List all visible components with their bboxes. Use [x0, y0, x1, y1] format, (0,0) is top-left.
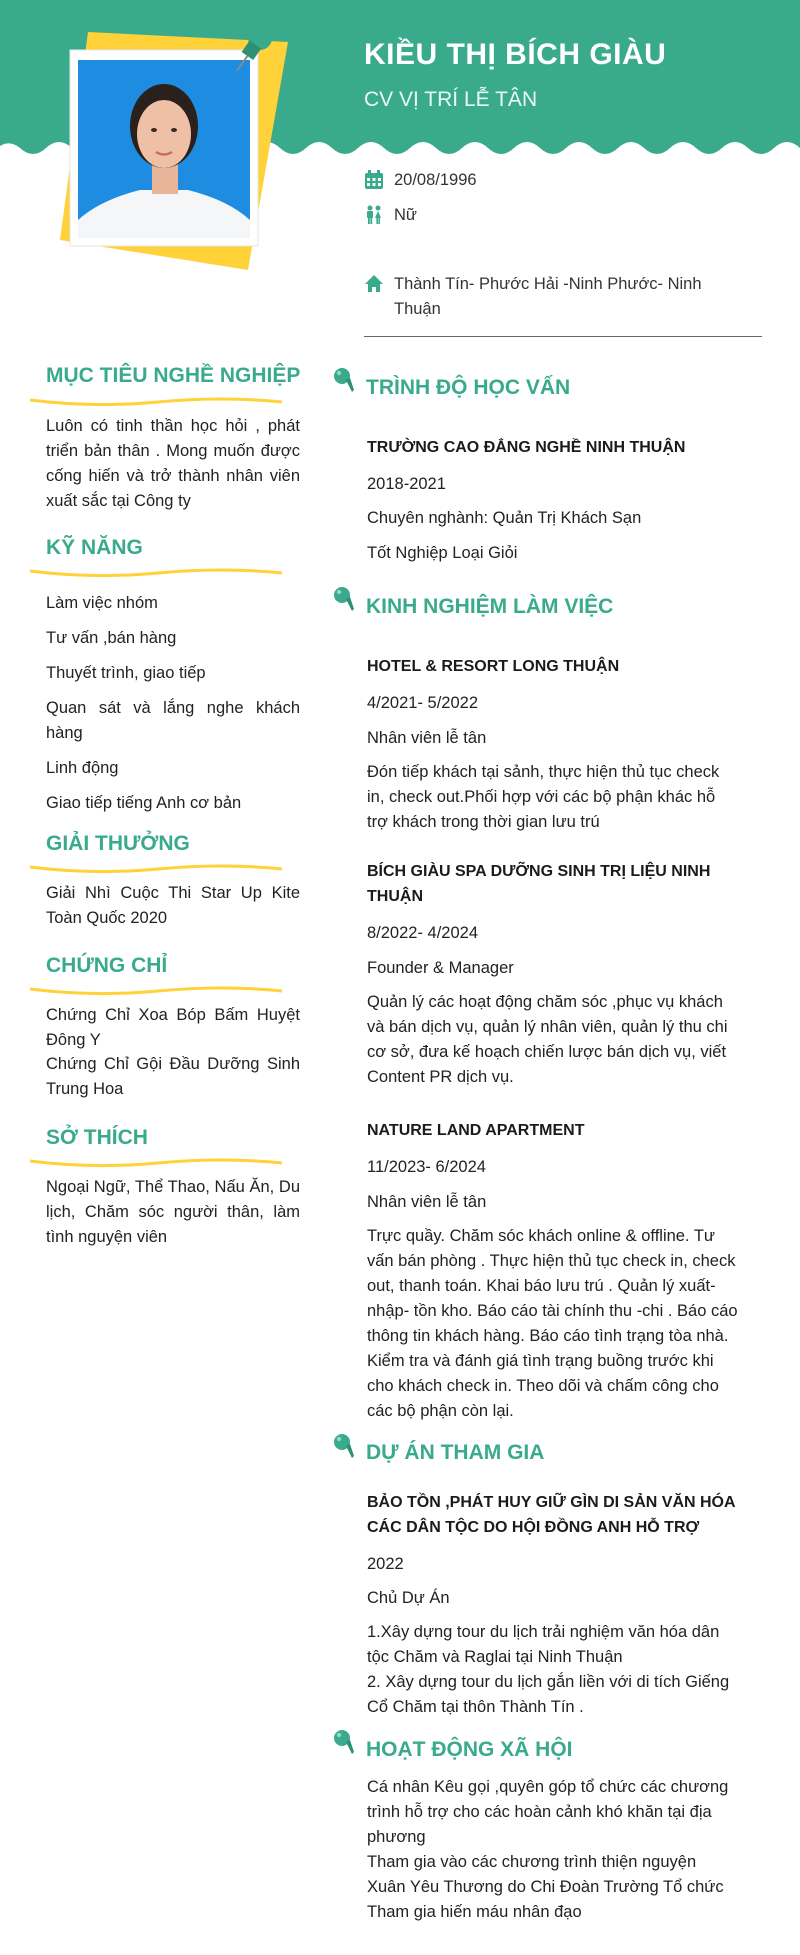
projects-heading: DỰ ÁN THAM GIA: [366, 1441, 545, 1464]
skill-item: Làm việc nhóm: [46, 594, 158, 612]
skill-item: Giao tiếp tiếng Anh cơ bản: [46, 794, 242, 812]
job-role: Nhân viên lễ tân: [367, 1193, 487, 1211]
gender-icon: [364, 205, 384, 225]
job-role: Nhân viên lễ tân: [367, 729, 487, 747]
project-item: 1.Xây dựng tour du lịch trải nghiệm văn hóa dân tộc Chăm và Raglai tại Ninh Thuận: [367, 1623, 720, 1666]
certificate-item: Chứng Chỉ Xoa Bóp Bấm Huyệt Đông Y: [46, 1006, 300, 1049]
heading-underline: [28, 983, 284, 997]
header-divider: [364, 336, 762, 337]
job-description: Trực quầy. Chăm sóc khách online & offline. Tư vấn bán phòng . Thực hiện thủ tục check in, check out, thanh toán. Khai báo lưu trú . Quản lý xuất- nhập- tồn kho. Báo cáo tài chính thu -chi . Báo cáo thông tin khách hàng. Báo cáo tình trạng tòa nhà. Kiểm tra và đánh giá tình trạng buồng trước khi cho khách check in. Theo dõi và chấm công cho các bộ phận còn lại.: [367, 1227, 738, 1420]
hobbies-text: Ngoại Ngữ, Thể Thao, Nấu Ăn, Du lịch, Chăm sóc người thân, làm tình nguyện viên: [46, 1178, 300, 1246]
job-description: Quản lý các hoạt động chăm sóc ,phục vụ khách và bán dịch vụ, quản lý nhân viên, quản lý thu chi cơ sở, đưa kế hoạch chiến lược bán dịch vụ, viết Content PR dịch vụ.: [367, 993, 728, 1086]
social-heading: HOẠT ĐỘNG XÃ HỘI: [366, 1738, 573, 1761]
skill-item: Quan sát và lắng nghe khách hàng: [46, 699, 300, 742]
heading-underline: [28, 1155, 284, 1169]
cv-position: CV VỊ TRÍ LỄ TÂN: [364, 88, 538, 111]
education-school: TRƯỜNG CAO ĐẲNG NGHỀ NINH THUẬN: [367, 439, 686, 456]
project-item: 2. Xây dựng tour du lịch gắn liền với di tích Giếng Cổ Chăm tại thôn Thành Tín .: [367, 1673, 730, 1716]
education-heading: TRÌNH ĐỘ HỌC VẤN: [366, 376, 571, 399]
project-role: Chủ Dự Án: [367, 1589, 450, 1607]
heading-underline: [28, 565, 284, 579]
job-period: 8/2022- 4/2024: [367, 924, 479, 942]
education-years: 2018-2021: [367, 475, 446, 493]
social-item: Tham gia vào các chương trình thiện nguyện Xuân Yêu Thương do Chi Đoàn Trường Tổ chức: [367, 1853, 724, 1896]
education-major: Chuyên nghành: Quản Trị Khách Sạn: [367, 509, 642, 527]
candidate-name: KIỀU THỊ BÍCH GIÀU: [364, 38, 667, 71]
birthday-value: 20/08/1996: [394, 171, 477, 189]
job-period: 4/2021- 5/2022: [367, 694, 479, 712]
home-icon: [364, 274, 384, 294]
objective-heading: MỤC TIÊU NGHỀ NGHIỆP: [46, 364, 301, 387]
job-period: 11/2023- 6/2024: [367, 1158, 486, 1176]
heading-underline: [28, 861, 284, 875]
certificates-heading: CHỨNG CHỈ: [46, 954, 168, 977]
job-role: Founder & Manager: [367, 959, 514, 977]
gender-value: Nữ: [394, 206, 417, 224]
address-line-1: Thành Tín- Phước Hải -Ninh Phước- Ninh: [394, 275, 702, 293]
awards-heading: GIẢI THƯỞNG: [46, 832, 190, 855]
pin-icon: [332, 585, 360, 615]
pin-icon: [332, 366, 360, 396]
skill-item: Linh động: [46, 759, 119, 777]
job-company: HOTEL & RESORT LONG THUẬN: [367, 658, 620, 675]
pin-icon: [332, 1728, 360, 1758]
heading-underline: [28, 394, 284, 408]
address-line-2: Thuận: [394, 300, 441, 318]
skills-heading: KỸ NĂNG: [46, 536, 143, 559]
certificate-item: Chứng Chỉ Gội Đầu Dưỡng Sinh Trung Hoa: [46, 1055, 300, 1098]
skill-item: Thuyết trình, giao tiếp: [46, 664, 206, 682]
education-grade: Tốt Nghiệp Loại Giỏi: [367, 544, 518, 562]
project-year: 2022: [367, 1555, 404, 1573]
experience-heading: KINH NGHIỆM LÀM VIỆC: [366, 595, 614, 618]
awards-text: Giải Nhì Cuộc Thi Star Up Kite Toàn Quốc 2020: [46, 884, 300, 927]
job-description: Đón tiếp khách tại sảnh, thực hiện thủ tục check in, check out.Phối hợp với các bộ phận khác hỗ trợ khách trong thời gian lưu trú: [367, 763, 720, 831]
objective-text: Luôn có tinh thần học hỏi , phát triển bản thân . Mong muốn được cống hiến và trở thành nhân viên xuất sắc tại Công ty: [46, 417, 300, 510]
job-company: NATURE LAND APARTMENT: [367, 1122, 585, 1139]
social-item: Cá nhân Kêu gọi ,quyên góp tổ chức các chương trình hỗ trợ cho các hoàn cảnh khó khăn tại địa phương: [367, 1778, 729, 1846]
job-company: BÍCH GIÀU SPA DƯỠNG SINH TRỊ LIỆU NINH THUẬN: [367, 863, 711, 905]
hobbies-heading: SỞ THÍCH: [46, 1126, 148, 1149]
pin-icon: [332, 1432, 360, 1462]
project-name: BẢO TỒN ,PHÁT HUY GIỮ GÌN DI SẢN VĂN HÓA CÁC DÂN TỘC DO HỘI ĐỒNG ANH HỖ TRỢ: [367, 1494, 735, 1536]
social-item: Tham gia hiến máu nhân đạo: [367, 1903, 582, 1921]
calendar-icon: [364, 170, 384, 190]
skill-item: Tư vấn ,bán hàng: [46, 629, 177, 647]
profile-photo: [60, 30, 290, 270]
